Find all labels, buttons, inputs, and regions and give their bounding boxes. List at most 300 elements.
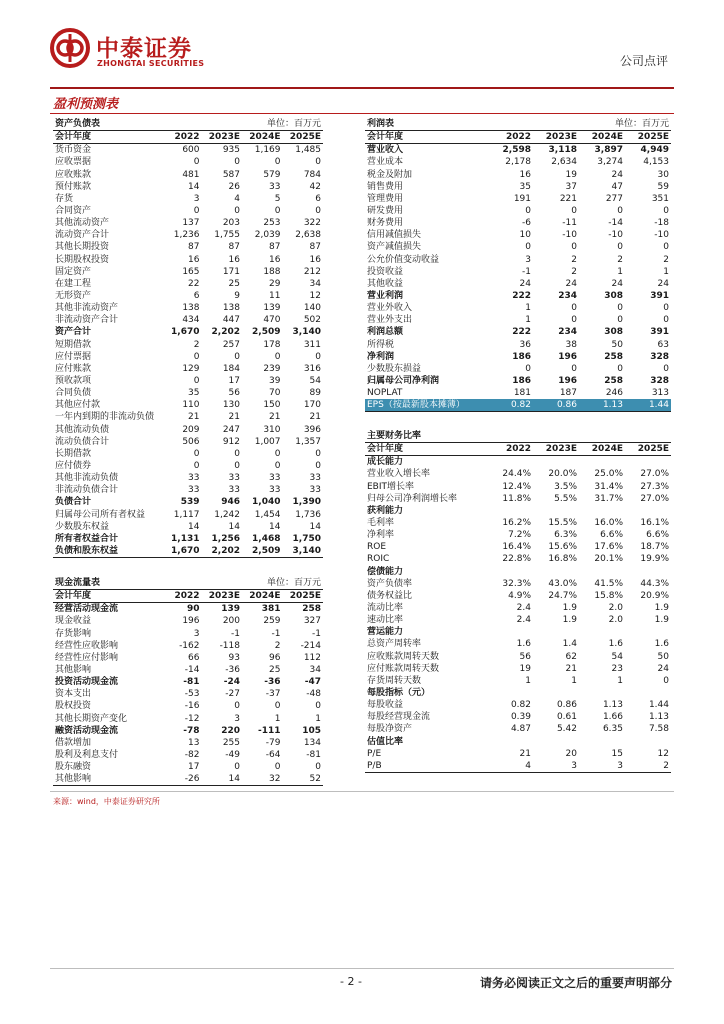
table-row <box>365 493 671 505</box>
row-label: 净利率 <box>367 530 395 541</box>
row-value: 935 <box>222 145 240 156</box>
header-label: 会计年度 <box>365 443 487 456</box>
row-label: 营业收入增长率 <box>367 469 431 480</box>
table-row <box>365 711 671 723</box>
row-label: 应付票据 <box>55 351 92 362</box>
row-value: 6 <box>315 193 321 204</box>
row-label: 债务权益比 <box>367 590 413 601</box>
row-label: 一年内到期的非流动负债 <box>55 412 155 423</box>
row-value: -1 <box>522 266 531 277</box>
row-value: 34 <box>309 665 321 676</box>
row-value: 209 <box>182 424 200 435</box>
row-value: 0 <box>617 242 623 253</box>
row-value: 2,598 <box>502 145 531 156</box>
row-label: 其他长期投资 <box>55 242 110 253</box>
row-value: 351 <box>651 193 669 204</box>
row-value: 0 <box>617 303 623 314</box>
row-label: 每股收益 <box>367 700 404 711</box>
row-label: P/B <box>365 760 487 773</box>
row-value <box>533 687 579 699</box>
row-value: 20.1% <box>594 554 623 565</box>
row-value: 20.0% <box>548 469 577 480</box>
row-value: 38 <box>565 339 577 350</box>
row-value: 0 <box>315 461 321 471</box>
table-title-row <box>365 430 671 443</box>
table-row <box>53 773 323 786</box>
row-value: 24.4% <box>502 469 531 480</box>
header-year: 2023E <box>202 590 243 603</box>
row-value: 1,750 <box>292 533 321 544</box>
row-value: 39 <box>269 376 281 387</box>
table-row <box>365 468 671 480</box>
row-value: 257 <box>222 339 240 350</box>
row-value: 222 <box>512 291 531 302</box>
row-value: 1.6 <box>654 639 669 650</box>
row-value: 33 <box>309 473 321 484</box>
row-value: 0 <box>274 461 281 471</box>
row-label: 所得税 <box>367 339 395 350</box>
row-value: 165 <box>182 266 200 277</box>
ratios-panel <box>365 430 671 773</box>
row-value: 2,509 <box>252 327 281 338</box>
row-value: 0 <box>274 701 281 712</box>
row-label: 负债合计 <box>55 497 92 508</box>
table-row <box>365 254 671 266</box>
row-value: 16 <box>309 254 321 265</box>
row-value: 0 <box>193 461 200 471</box>
row-value: 27.0% <box>640 493 669 504</box>
row-label: 利润总额 <box>367 327 404 338</box>
table-row <box>53 387 323 399</box>
row-value: 0 <box>234 461 240 471</box>
row-value: 0 <box>525 242 531 253</box>
row-value: 0 <box>571 242 577 253</box>
row-value: 129 <box>182 363 200 374</box>
table-row <box>365 663 671 675</box>
balance-sheet-panel <box>53 118 323 558</box>
row-label: 资产负债率 <box>367 578 413 589</box>
row-value: 15.6% <box>548 542 577 553</box>
table-row <box>365 314 671 326</box>
row-value: 36 <box>519 339 531 350</box>
row-value: -16 <box>184 701 200 712</box>
cash-flow-table <box>53 577 323 786</box>
row-value: 13 <box>188 737 200 748</box>
table-row <box>53 749 323 761</box>
table-row <box>365 529 671 541</box>
row-label: 股东融资 <box>55 762 92 773</box>
row-value: 150 <box>263 400 281 411</box>
row-label: 税金及附加 <box>367 169 413 180</box>
row-value: 2 <box>193 339 200 350</box>
row-value: 0 <box>234 157 240 168</box>
row-label: 营业外支出 <box>367 315 413 326</box>
row-label: 应付债券 <box>55 461 92 471</box>
row-value: -10 <box>562 230 577 241</box>
row-value: 3 <box>525 254 531 265</box>
row-value: 222 <box>512 327 531 338</box>
row-value: 322 <box>303 218 321 229</box>
row-value: 21 <box>228 412 240 423</box>
table-unit: 单位：百万元 <box>161 118 323 131</box>
row-label: 归属母公司净利润 <box>367 376 440 387</box>
row-value: -14 <box>184 665 200 676</box>
header-year: 2024E <box>242 131 283 144</box>
row-value: 784 <box>303 169 321 180</box>
row-value: 0 <box>571 363 577 374</box>
row-value: 15.8% <box>594 590 623 601</box>
row-value: 24 <box>519 278 531 289</box>
row-value: -24 <box>223 677 240 688</box>
table-title-row <box>53 577 323 590</box>
row-value: 14 <box>228 521 240 532</box>
row-label: 资产合计 <box>55 327 92 338</box>
row-value: 2.0 <box>608 603 623 614</box>
row-value: 12 <box>657 748 669 759</box>
row-label: 非流动负债合计 <box>55 485 119 496</box>
row-value: 381 <box>261 604 281 615</box>
row-value: 3 <box>193 628 200 639</box>
table-row <box>365 375 671 387</box>
row-label: 归属母公司所有者权益 <box>55 509 146 520</box>
row-value: 10 <box>519 230 531 241</box>
row-value: 24 <box>611 169 623 180</box>
footer-divider <box>50 968 674 969</box>
row-value: 6.6% <box>646 530 669 541</box>
row-value: 212 <box>303 266 321 277</box>
row-value: 196 <box>558 376 577 387</box>
row-value: 21 <box>309 412 321 423</box>
row-value: 43.0% <box>548 578 577 589</box>
row-label: 管理费用 <box>367 193 404 204</box>
company-logo <box>50 28 220 72</box>
row-value: 25 <box>269 665 281 676</box>
row-value: 1.13 <box>602 700 623 711</box>
row-value: 19.9% <box>640 554 669 565</box>
row-label: 少数股东权益 <box>55 521 110 532</box>
row-value <box>487 736 533 748</box>
row-value: 5.5% <box>554 493 577 504</box>
row-value: 1.6 <box>608 639 623 650</box>
row-value: 258 <box>604 351 623 362</box>
table-row <box>365 144 671 157</box>
row-value <box>533 456 579 469</box>
row-value: 93 <box>228 652 240 663</box>
table-row <box>365 169 671 181</box>
row-value: 15 <box>611 748 623 759</box>
row-label: 流动资产合计 <box>55 230 110 241</box>
row-value: 946 <box>221 497 240 508</box>
row-label: 应收账款 <box>55 169 92 180</box>
row-label: 营业外收入 <box>367 303 413 314</box>
row-value: 0 <box>193 351 200 362</box>
row-label: 其他影响 <box>53 773 161 786</box>
row-label: 应收票据 <box>55 157 92 168</box>
table-row <box>53 640 323 652</box>
row-label: 其他非流动负债 <box>55 473 119 484</box>
row-value: 1,236 <box>173 230 200 241</box>
table-row <box>365 456 671 469</box>
row-label: 长期股权投资 <box>55 254 110 265</box>
row-value: 247 <box>222 424 240 435</box>
row-value: 2 <box>571 254 577 265</box>
row-value <box>487 626 533 638</box>
table-header-row <box>365 131 671 144</box>
row-value: 1 <box>315 713 321 724</box>
table-row <box>365 181 671 193</box>
row-value: 4.87 <box>510 724 531 735</box>
row-value: 31.7% <box>594 493 623 504</box>
row-value: 1.44 <box>648 700 669 711</box>
table-unit: 单位：百万元 <box>161 577 323 590</box>
row-value: 1.66 <box>602 712 623 723</box>
table-row <box>365 193 671 205</box>
row-value: -18 <box>654 218 669 229</box>
row-value: 4 <box>487 760 533 773</box>
row-value: 2 <box>571 266 577 277</box>
company-name-cn: 中泰证券 <box>96 36 192 62</box>
row-value: 539 <box>180 497 200 508</box>
row-value: 1.9 <box>654 615 669 626</box>
row-value: 0 <box>234 448 240 459</box>
row-value: 0 <box>274 157 281 168</box>
table-row <box>53 229 323 241</box>
row-label: 股利及利息支付 <box>55 750 119 761</box>
row-value: 17.6% <box>594 542 623 553</box>
row-value: 277 <box>605 193 623 204</box>
row-value: 87 <box>228 242 240 253</box>
row-value: 1 <box>525 675 531 686</box>
row-label: 其他流动负债 <box>55 424 110 435</box>
table-row <box>365 614 671 626</box>
table-row <box>53 448 323 460</box>
row-value: 253 <box>263 218 281 229</box>
row-value: 3.5% <box>554 481 577 492</box>
row-value: 1,007 <box>254 436 281 447</box>
row-value <box>625 687 671 699</box>
section-title: 盈利预测表 <box>53 97 119 112</box>
row-value: 20 <box>565 748 577 759</box>
row-value: 16 <box>269 254 281 265</box>
table-row <box>53 217 323 229</box>
row-value: 90 <box>186 604 200 615</box>
row-label: 少数股东损益 <box>367 363 422 374</box>
row-value: 506 <box>182 436 200 447</box>
row-label: 存货 <box>55 193 74 204</box>
header-year: 2025E <box>283 590 324 603</box>
row-value: 2.4 <box>516 603 531 614</box>
header-year: 2024E <box>579 131 625 144</box>
table-row <box>365 387 671 399</box>
row-value: 32.3% <box>502 578 531 589</box>
row-label: 流动负债合计 <box>55 436 110 447</box>
row-value: 35 <box>188 388 200 399</box>
row-label: 借款增加 <box>55 737 92 748</box>
row-value: 3,274 <box>597 157 623 168</box>
row-value: -1 <box>231 628 240 639</box>
row-value: 1,485 <box>295 145 321 156</box>
header-year: 2022 <box>161 590 202 603</box>
row-value: 0 <box>663 315 669 326</box>
row-label: 偿债能力 <box>367 566 404 577</box>
row-value: 37 <box>565 181 577 192</box>
header-year: 2022 <box>487 443 533 456</box>
row-value: 54 <box>309 376 321 387</box>
table-header-row <box>53 131 323 144</box>
row-label: 经营活动现金流 <box>55 604 119 615</box>
row-label: 获利能力 <box>367 505 404 516</box>
row-label: 投资收益 <box>367 266 404 277</box>
row-label: 其他长期资产变化 <box>55 713 128 724</box>
row-value: 0.61 <box>556 712 577 723</box>
row-value: 1,169 <box>254 145 281 156</box>
row-label: 短期借款 <box>55 339 92 350</box>
row-label: 所有者权益合计 <box>55 533 119 544</box>
row-label: 速动比率 <box>367 615 404 626</box>
row-value: 0 <box>571 303 577 314</box>
row-value: 24.7% <box>548 590 577 601</box>
header-year: 2025E <box>625 443 671 456</box>
table-row <box>53 484 323 496</box>
row-value: 0 <box>315 448 321 459</box>
row-value: 50 <box>611 339 623 350</box>
table-row <box>365 339 671 351</box>
row-value: 134 <box>303 737 321 748</box>
row-value: 2.0 <box>608 615 623 626</box>
row-label: 预收款项 <box>55 376 92 387</box>
row-value: 96 <box>269 652 281 663</box>
table-row <box>365 723 671 735</box>
row-value: 600 <box>182 145 200 156</box>
table-title-row <box>53 118 323 131</box>
row-value: 1 <box>617 266 623 277</box>
row-value: 16.4% <box>502 542 531 553</box>
row-value: 0 <box>234 206 240 217</box>
row-value <box>579 566 625 578</box>
row-value <box>579 626 625 638</box>
table-row <box>365 566 671 578</box>
table-row <box>53 181 323 193</box>
table-row <box>53 193 323 205</box>
row-value: 0 <box>315 206 321 217</box>
table-row <box>53 628 323 640</box>
table-row <box>365 517 671 529</box>
row-value: 447 <box>222 315 240 326</box>
row-value: -79 <box>265 737 281 748</box>
row-value: 1 <box>571 675 577 686</box>
row-value: 0 <box>663 675 669 686</box>
row-value <box>625 626 671 638</box>
row-value: 33 <box>228 473 240 484</box>
row-value: 0 <box>663 303 669 314</box>
logo-mark-icon <box>50 28 90 68</box>
row-value: -10 <box>654 230 669 241</box>
row-value: 3 <box>533 760 579 773</box>
table-row <box>53 156 323 168</box>
row-value: 191 <box>513 193 531 204</box>
row-value: 2 <box>625 760 671 773</box>
row-value: -82 <box>184 750 200 761</box>
row-value: 29 <box>269 278 281 289</box>
table-title: 主要财务比率 <box>365 430 671 443</box>
table-row <box>365 326 671 338</box>
row-value: 1.13 <box>579 399 625 412</box>
header-year: 2023E <box>202 131 243 144</box>
row-value: 316 <box>303 363 321 374</box>
row-label: 应收账款周转天数 <box>367 651 440 662</box>
row-value: 234 <box>558 291 577 302</box>
row-value: -162 <box>179 640 200 651</box>
header-year: 2024E <box>579 443 625 456</box>
header-year: 2023E <box>533 443 579 456</box>
row-value: -49 <box>225 750 240 761</box>
row-value: 42 <box>309 181 321 192</box>
table-row <box>365 687 671 699</box>
row-value: 62 <box>565 651 577 662</box>
row-label: 经营性应收影响 <box>55 640 119 651</box>
row-value: -81 <box>183 677 200 688</box>
row-value: 4,949 <box>640 145 669 156</box>
table-row <box>365 675 671 687</box>
header-year: 2025E <box>625 131 671 144</box>
row-value <box>579 736 625 748</box>
table-row <box>53 603 323 616</box>
row-value: 9 <box>234 291 240 302</box>
row-value: 1.6 <box>516 639 531 650</box>
row-value: 3,897 <box>594 145 623 156</box>
row-value: 12 <box>309 291 321 302</box>
report-type: 公司点评 <box>619 54 668 68</box>
row-value: 16 <box>188 254 200 265</box>
row-value: 0 <box>274 448 281 459</box>
row-value: 25.0% <box>594 469 623 480</box>
table-row <box>365 590 671 602</box>
table-row <box>53 533 323 545</box>
row-value: 2,039 <box>254 230 281 241</box>
table-row <box>53 278 323 290</box>
row-label: 公允价值变动收益 <box>367 254 440 265</box>
row-value: -214 <box>300 640 321 651</box>
row-value: 24 <box>657 278 669 289</box>
row-value: 14 <box>269 521 281 532</box>
row-value <box>579 456 625 469</box>
row-label: 流动比率 <box>367 603 404 614</box>
row-value: 41.5% <box>594 578 623 589</box>
row-label: EPS（按最新股本摊薄） <box>365 399 487 412</box>
row-value: 59 <box>657 181 669 192</box>
row-value <box>579 687 625 699</box>
table-row <box>53 363 323 375</box>
row-value: -53 <box>184 689 200 700</box>
row-label: 固定资产 <box>55 266 92 277</box>
row-value: 3,118 <box>548 145 577 156</box>
row-value: 4 <box>234 193 240 204</box>
row-value <box>625 736 671 748</box>
row-value <box>625 566 671 578</box>
row-value: 912 <box>222 436 240 447</box>
table-title: 现金流量表 <box>53 577 161 590</box>
table-title-row <box>365 118 671 131</box>
row-value: 21 <box>565 663 577 674</box>
row-value: 0 <box>315 701 321 712</box>
row-label: 合同负债 <box>55 388 92 399</box>
row-label: 研发费用 <box>367 206 404 217</box>
row-value: 12.4% <box>502 481 531 492</box>
row-value: 3 <box>234 713 240 724</box>
row-value: 7.58 <box>648 724 669 735</box>
row-label: 总资产周转率 <box>367 639 422 650</box>
table-row <box>365 399 671 412</box>
